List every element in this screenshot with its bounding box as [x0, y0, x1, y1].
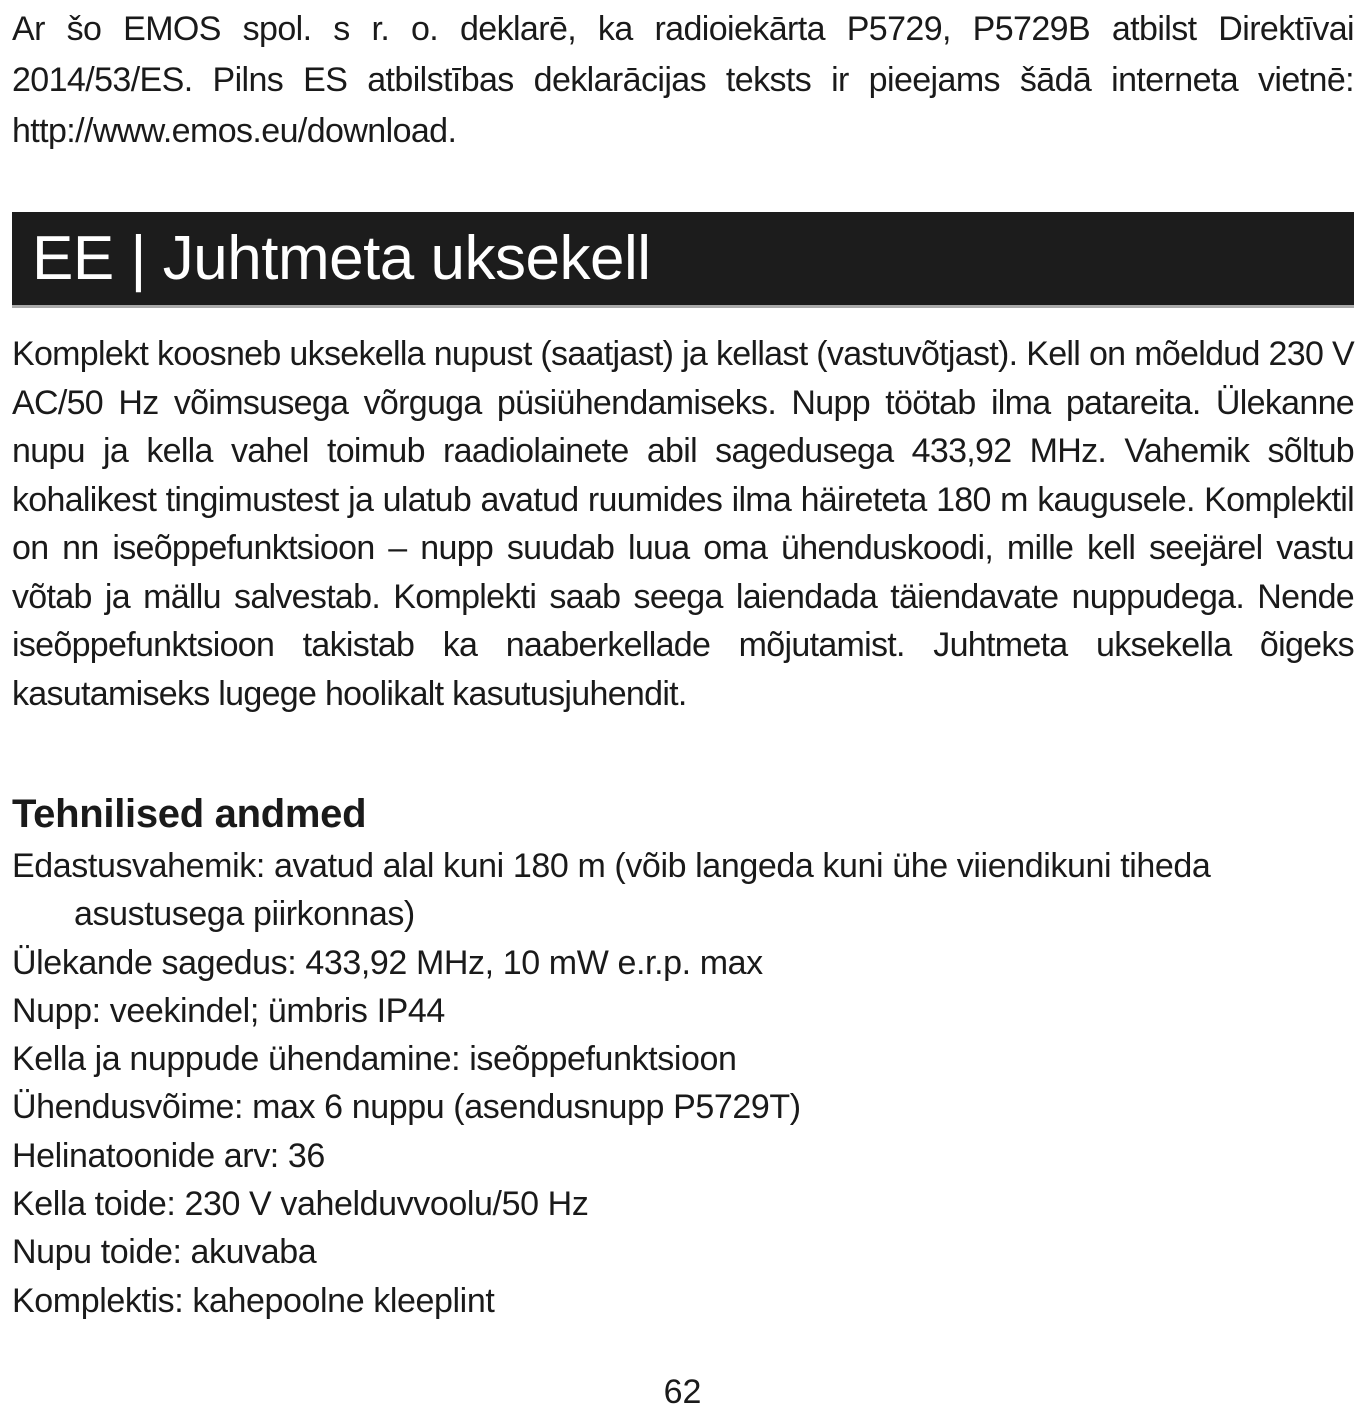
spec-item-button: Nupp: veekindel; ümbris IP44	[12, 991, 445, 1030]
spec-item-range: Edastusvahemik: avatud alal kuni 180 m (võib langeda kuni ühe viiendikuni tiheda asustusega piirkonnas)	[12, 847, 1211, 934]
spec-item-capacity: Ühendusvõime: max 6 nuppu (asendusnupp P5729T)	[12, 1088, 801, 1127]
spec-item-button-power: Nupu toide: akuvaba	[12, 1233, 317, 1272]
specs-list	[12, 842, 1332, 1325]
intro-paragraph: Ar šo EMOS spol. s r. o. deklarē, ka radioiekārta P5729, P5729B atbilst Direktīvai 2014/53/ES. Pilns ES atbilstības deklarācijas teksts ir pieejams šādā interneta vietnē: http://www.emos.eu/download.	[12, 10, 1354, 150]
page-number: 62	[663, 1373, 702, 1411]
spec-item-pairing: Kella ja nuppude ühendamine: iseõppefunktsioon	[12, 1040, 737, 1079]
description-paragraph: Komplekt koosneb uksekella nupust (saatjast) ja kellast (vastuvõtjast). Kell on mõeldud 230 V AC/50 Hz võimsusega võrguga püsiühendamiseks. Nupp töötab ilma patareita. Ülekanne nupu ja kella vahel toimub raadiolainete abil sagedusega 433,92 MHz. Vahemik sõltub kohalikest tingimustest ja ulatub avatud ruumides ilma häireteta 180 m kaugusele. Komplektil on nn iseõppefunktsioon – nupp suudab luua oma ühenduskoodi, mille kell seejärel vastu võtab ja mällu salvestab. Komplekti saab seega laiendada täiendavate nuppudega. Nende iseõppefunktsioon takistab ka naaberkellade mõjutamist. Juhtmeta uksekella õigeks kasutamiseks lugege hoolikalt kasutusjuhendit.	[12, 335, 1354, 713]
spec-item-chime-power: Kella toide: 230 V vahelduvvoolu/50 Hz	[12, 1185, 589, 1224]
spec-item-frequency: Ülekande sagedus: 433,92 MHz, 10 mW e.r.p. max	[12, 943, 763, 982]
section-title: EE | Juhtmeta uksekell	[32, 224, 651, 293]
specs-heading: Tehnilised andmed	[12, 792, 367, 836]
document-page	[12, 0, 1354, 157]
section-title-bar	[12, 212, 1354, 308]
spec-item-package: Komplektis: kahepoolne kleeplint	[12, 1281, 495, 1320]
spec-item-melodies: Helinatoonide arv: 36	[12, 1136, 325, 1175]
